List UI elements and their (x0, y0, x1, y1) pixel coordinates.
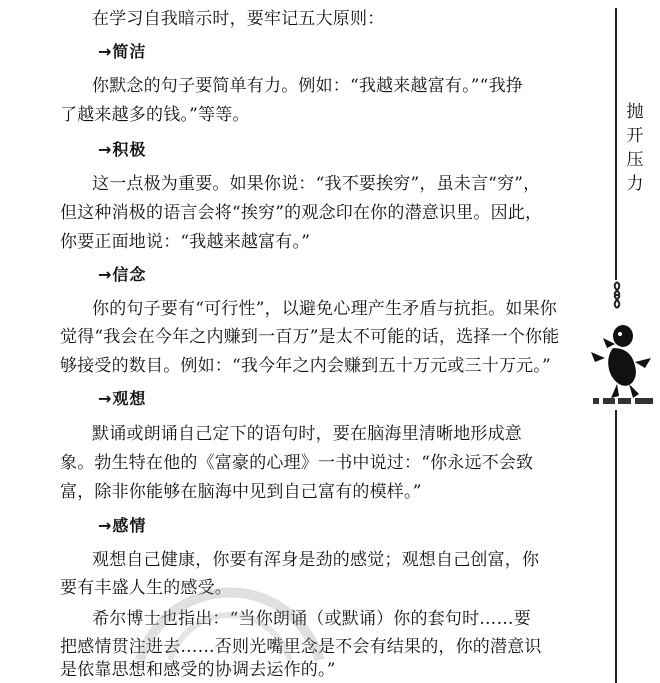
paragraph-line: 要有丰盛人生的感受。 (60, 578, 232, 598)
knot-ornament-icon (607, 280, 627, 310)
side-title-char: 压 (626, 150, 644, 170)
paragraph-line: 象。勃生特在他的《富豪的心理》一书中说过：“你永远不会致 (60, 453, 534, 473)
paragraph-line: 你的句子要有“可行性”，以避免心理产生矛盾与抗拒。如果你 (92, 299, 557, 319)
paragraph-line: 把感情贯注进去……否则光嘴里念是不会有结果的，你的潜意识 (60, 637, 542, 657)
margin-rule-top (615, 8, 617, 280)
intro-line: 在学习自我暗示时，要牢记五大原则： (92, 9, 385, 29)
paragraph-line: 希尔博士也指出：“当你朗诵（或默诵）你的套句时……要 (92, 609, 531, 629)
side-title-char: 抛 (626, 102, 644, 122)
watermark-seal-icon (130, 560, 330, 670)
cartoon-figure-icon (585, 318, 657, 408)
chapter-side-title (623, 100, 647, 196)
section-heading-belief: →信念 (98, 265, 147, 284)
paragraph-line: 观想自己健康，你要有浑身是劲的感觉；观想自己创富，你 (92, 550, 540, 570)
section-heading-positive: →积极 (98, 140, 147, 159)
paragraph-line: 你要正面地说：“我越来越富有。” (60, 232, 311, 252)
paragraph-line: 了越来越多的钱。”等等。 (60, 105, 250, 125)
margin-rule-bottom (615, 410, 617, 683)
paragraph-line: 够接受的数目。例如：“我今年之内会赚到五十万元或三十万元。” (60, 356, 551, 376)
section-heading-concise: →简洁 (98, 42, 147, 61)
paragraph-line: 觉得“我会在今年之内赚到一百万”是太不可能的话，选择一个你能 (60, 327, 560, 347)
paragraph-line: 你默念的句子要简单有力。例如：“我越来越富有。”“我挣 (92, 76, 523, 96)
paragraph-line: 默诵或朗诵自己定下的语句时，要在脑海里清晰地形成意 (92, 424, 522, 444)
paragraph-line: 富，除非你能够在脑海中见到自己富有的模样。” (60, 482, 422, 502)
paragraph-line: 但这种消极的语言会将“挨穷”的观念印在你的潜意识里。因此， (60, 203, 543, 223)
side-title-char: 力 (626, 174, 644, 194)
paragraph-line: 是依靠思想和感受的协调去运作的。” (60, 660, 336, 680)
side-title-char: 开 (626, 126, 644, 146)
section-heading-emotion: →感情 (98, 516, 147, 535)
section-heading-visualize: →观想 (98, 389, 147, 408)
paragraph-line: 这一点极为重要。如果你说：“我不要挨穷”，虽未言“穷”， (92, 174, 541, 194)
